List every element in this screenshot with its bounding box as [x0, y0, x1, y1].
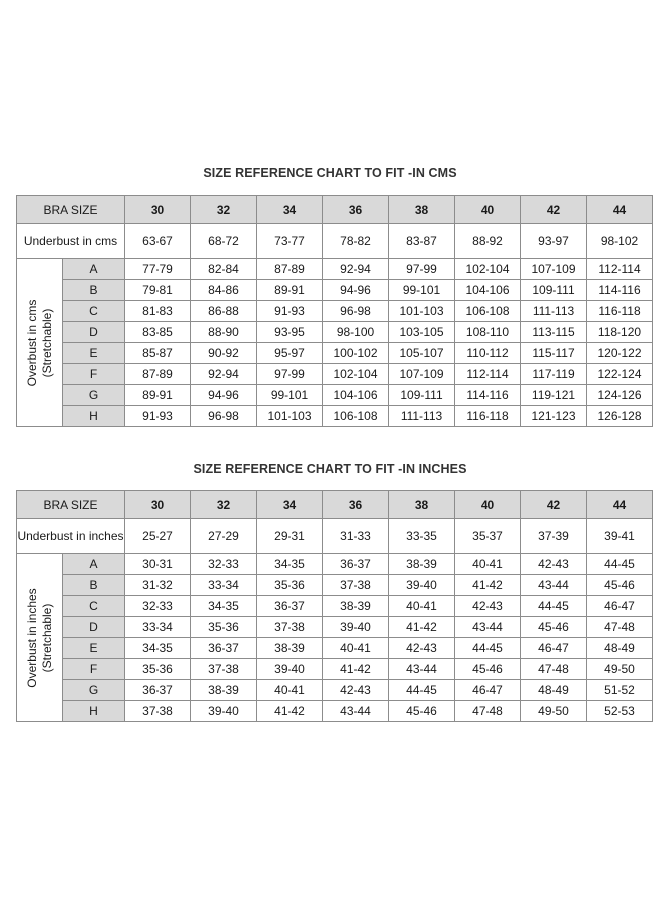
overbust-value: 43-44 — [389, 659, 455, 680]
overbust-row — [17, 301, 653, 322]
cup-size-cell: G — [63, 385, 125, 406]
overbust-value: 42-43 — [455, 596, 521, 617]
cup-size-cell: D — [63, 617, 125, 638]
underbust-value: 78-82 — [323, 224, 389, 259]
size-header: 38 — [389, 491, 455, 519]
overbust-value: 85-87 — [125, 343, 191, 364]
overbust-value: 87-89 — [257, 259, 323, 280]
overbust-value: 102-104 — [323, 364, 389, 385]
overbust-row — [17, 343, 653, 364]
header-row — [17, 196, 653, 224]
overbust-value: 44-45 — [521, 596, 587, 617]
overbust-value: 34-35 — [125, 638, 191, 659]
overbust-value: 120-122 — [587, 343, 653, 364]
overbust-row — [17, 280, 653, 301]
size-header: 42 — [521, 196, 587, 224]
overbust-value: 99-101 — [257, 385, 323, 406]
overbust-value: 44-45 — [389, 680, 455, 701]
overbust-value: 49-50 — [587, 659, 653, 680]
overbust-value: 97-99 — [389, 259, 455, 280]
underbust-row — [17, 519, 653, 554]
overbust-label-line2: (Stretchable) — [39, 603, 54, 672]
overbust-value: 117-119 — [521, 364, 587, 385]
overbust-value: 48-49 — [587, 638, 653, 659]
size-header: 38 — [389, 196, 455, 224]
cup-size-cell: F — [63, 364, 125, 385]
underbust-value: 88-92 — [455, 224, 521, 259]
overbust-value: 35-36 — [191, 617, 257, 638]
overbust-value: 52-53 — [587, 701, 653, 722]
overbust-value: 92-94 — [191, 364, 257, 385]
overbust-value: 112-114 — [455, 364, 521, 385]
overbust-value: 45-46 — [587, 575, 653, 596]
underbust-value: 33-35 — [389, 519, 455, 554]
cup-size-cell: H — [63, 406, 125, 427]
chart-title-inches: SIZE REFERENCE CHART TO FIT -IN INCHES — [193, 462, 467, 476]
overbust-value: 107-109 — [521, 259, 587, 280]
overbust-value: 44-45 — [587, 554, 653, 575]
overbust-value: 41-42 — [455, 575, 521, 596]
underbust-value: 68-72 — [191, 224, 257, 259]
underbust-value: 39-41 — [587, 519, 653, 554]
overbust-value: 37-38 — [125, 701, 191, 722]
overbust-value: 107-109 — [389, 364, 455, 385]
overbust-value: 111-113 — [521, 301, 587, 322]
overbust-value: 45-46 — [455, 659, 521, 680]
overbust-value: 77-79 — [125, 259, 191, 280]
overbust-row — [17, 322, 653, 343]
overbust-value: 46-47 — [521, 638, 587, 659]
size-header: 40 — [455, 491, 521, 519]
underbust-value: 63-67 — [125, 224, 191, 259]
overbust-value: 83-85 — [125, 322, 191, 343]
overbust-value: 101-103 — [257, 406, 323, 427]
underbust-value: 83-87 — [389, 224, 455, 259]
size-header: 32 — [191, 491, 257, 519]
cup-size-cell: E — [63, 638, 125, 659]
overbust-value: 79-81 — [125, 280, 191, 301]
chart-title-cms: SIZE REFERENCE CHART TO FIT -IN CMS — [203, 166, 457, 180]
overbust-value: 92-94 — [323, 259, 389, 280]
overbust-row — [17, 554, 653, 575]
overbust-row — [17, 385, 653, 406]
overbust-value: 104-106 — [455, 280, 521, 301]
overbust-value: 89-91 — [257, 280, 323, 301]
overbust-value: 126-128 — [587, 406, 653, 427]
overbust-value: 46-47 — [587, 596, 653, 617]
overbust-value: 89-91 — [125, 385, 191, 406]
overbust-value: 35-36 — [125, 659, 191, 680]
overbust-value: 86-88 — [191, 301, 257, 322]
cup-size-cell: E — [63, 343, 125, 364]
underbust-value: 29-31 — [257, 519, 323, 554]
overbust-value: 96-98 — [191, 406, 257, 427]
overbust-value: 122-124 — [587, 364, 653, 385]
overbust-value: 47-48 — [587, 617, 653, 638]
overbust-value: 47-48 — [521, 659, 587, 680]
underbust-label: Underbust in cms — [17, 224, 125, 259]
overbust-row — [17, 596, 653, 617]
size-header: 40 — [455, 196, 521, 224]
overbust-value: 102-104 — [455, 259, 521, 280]
overbust-value: 106-108 — [323, 406, 389, 427]
overbust-value: 90-92 — [191, 343, 257, 364]
overbust-row — [17, 575, 653, 596]
overbust-value: 51-52 — [587, 680, 653, 701]
overbust-value: 40-41 — [257, 680, 323, 701]
overbust-value: 105-107 — [389, 343, 455, 364]
overbust-row — [17, 406, 653, 427]
overbust-value: 36-37 — [323, 554, 389, 575]
overbust-value: 42-43 — [521, 554, 587, 575]
overbust-label-cell — [17, 554, 63, 722]
overbust-value: 114-116 — [587, 280, 653, 301]
overbust-value: 82-84 — [191, 259, 257, 280]
overbust-value: 115-117 — [521, 343, 587, 364]
overbust-value: 111-113 — [389, 406, 455, 427]
overbust-value: 43-44 — [323, 701, 389, 722]
cup-size-cell: G — [63, 680, 125, 701]
overbust-value: 46-47 — [455, 680, 521, 701]
overbust-value: 112-114 — [587, 259, 653, 280]
overbust-value: 33-34 — [125, 617, 191, 638]
cup-size-cell: D — [63, 322, 125, 343]
overbust-value: 37-38 — [191, 659, 257, 680]
overbust-value: 40-41 — [323, 638, 389, 659]
overbust-value: 34-35 — [257, 554, 323, 575]
cup-size-cell: B — [63, 280, 125, 301]
overbust-value: 96-98 — [323, 301, 389, 322]
size-header: 34 — [257, 196, 323, 224]
overbust-label-cell — [17, 259, 63, 427]
size-header: 34 — [257, 491, 323, 519]
overbust-value: 36-37 — [125, 680, 191, 701]
overbust-row — [17, 659, 653, 680]
overbust-value: 94-96 — [191, 385, 257, 406]
overbust-value: 100-102 — [323, 343, 389, 364]
underbust-value: 37-39 — [521, 519, 587, 554]
cup-size-cell: C — [63, 596, 125, 617]
overbust-value: 47-48 — [455, 701, 521, 722]
overbust-value: 88-90 — [191, 322, 257, 343]
overbust-value: 36-37 — [191, 638, 257, 659]
overbust-value: 121-123 — [521, 406, 587, 427]
overbust-value: 104-106 — [323, 385, 389, 406]
overbust-value: 94-96 — [323, 280, 389, 301]
cup-size-cell: B — [63, 575, 125, 596]
cup-size-cell: C — [63, 301, 125, 322]
overbust-value: 30-31 — [125, 554, 191, 575]
overbust-value: 81-83 — [125, 301, 191, 322]
overbust-value: 124-126 — [587, 385, 653, 406]
overbust-value: 84-86 — [191, 280, 257, 301]
overbust-value: 32-33 — [125, 596, 191, 617]
size-table-inches — [16, 490, 653, 722]
overbust-value: 41-42 — [323, 659, 389, 680]
overbust-value: 42-43 — [323, 680, 389, 701]
overbust-label-line1: Overbust in inches — [24, 587, 39, 688]
overbust-value: 35-36 — [257, 575, 323, 596]
overbust-value: 39-40 — [257, 659, 323, 680]
bra-size-label: BRA SIZE — [17, 196, 125, 224]
overbust-value: 43-44 — [455, 617, 521, 638]
overbust-row — [17, 259, 653, 280]
overbust-row — [17, 638, 653, 659]
overbust-value: 42-43 — [389, 638, 455, 659]
size-header: 36 — [323, 491, 389, 519]
size-header: 36 — [323, 196, 389, 224]
overbust-value: 39-40 — [389, 575, 455, 596]
overbust-label-line1: Overbust in cms — [24, 299, 39, 386]
overbust-value: 108-110 — [455, 322, 521, 343]
size-header: 44 — [587, 491, 653, 519]
overbust-value: 38-39 — [191, 680, 257, 701]
overbust-value: 34-35 — [191, 596, 257, 617]
overbust-value: 95-97 — [257, 343, 323, 364]
cup-size-cell: F — [63, 659, 125, 680]
overbust-value: 91-93 — [257, 301, 323, 322]
overbust-value: 32-33 — [191, 554, 257, 575]
overbust-value: 93-95 — [257, 322, 323, 343]
overbust-value: 36-37 — [257, 596, 323, 617]
size-table-cms — [16, 195, 653, 427]
overbust-value: 99-101 — [389, 280, 455, 301]
overbust-value: 116-118 — [455, 406, 521, 427]
overbust-row — [17, 680, 653, 701]
overbust-value: 38-39 — [257, 638, 323, 659]
overbust-value: 97-99 — [257, 364, 323, 385]
overbust-value: 33-34 — [191, 575, 257, 596]
overbust-value: 31-32 — [125, 575, 191, 596]
overbust-value: 91-93 — [125, 406, 191, 427]
overbust-value: 87-89 — [125, 364, 191, 385]
underbust-value: 31-33 — [323, 519, 389, 554]
cup-size-cell: A — [63, 554, 125, 575]
underbust-value: 27-29 — [191, 519, 257, 554]
overbust-value: 37-38 — [323, 575, 389, 596]
overbust-value: 38-39 — [389, 554, 455, 575]
overbust-value: 43-44 — [521, 575, 587, 596]
overbust-value: 40-41 — [455, 554, 521, 575]
overbust-value: 37-38 — [257, 617, 323, 638]
size-header: 30 — [125, 491, 191, 519]
bra-size-label: BRA SIZE — [17, 491, 125, 519]
overbust-value: 113-115 — [521, 322, 587, 343]
overbust-value: 45-46 — [521, 617, 587, 638]
overbust-value: 101-103 — [389, 301, 455, 322]
cup-size-cell: H — [63, 701, 125, 722]
overbust-value: 40-41 — [389, 596, 455, 617]
overbust-row — [17, 617, 653, 638]
overbust-value: 116-118 — [587, 301, 653, 322]
size-header: 30 — [125, 196, 191, 224]
overbust-label — [25, 299, 55, 386]
overbust-value: 44-45 — [455, 638, 521, 659]
underbust-label: Underbust in inches — [17, 519, 125, 554]
overbust-value: 106-108 — [455, 301, 521, 322]
underbust-value: 35-37 — [455, 519, 521, 554]
overbust-value: 39-40 — [191, 701, 257, 722]
overbust-label — [25, 588, 55, 687]
overbust-value: 109-111 — [521, 280, 587, 301]
overbust-value: 49-50 — [521, 701, 587, 722]
overbust-value: 45-46 — [389, 701, 455, 722]
underbust-value: 93-97 — [521, 224, 587, 259]
overbust-row — [17, 701, 653, 722]
overbust-row — [17, 364, 653, 385]
overbust-value: 41-42 — [389, 617, 455, 638]
header-row — [17, 491, 653, 519]
cup-size-cell: A — [63, 259, 125, 280]
underbust-row — [17, 224, 653, 259]
overbust-label-line2: (Stretchable) — [39, 308, 54, 377]
overbust-value: 48-49 — [521, 680, 587, 701]
underbust-value: 25-27 — [125, 519, 191, 554]
overbust-value: 39-40 — [323, 617, 389, 638]
size-header: 32 — [191, 196, 257, 224]
size-header: 44 — [587, 196, 653, 224]
overbust-value: 109-111 — [389, 385, 455, 406]
underbust-value: 73-77 — [257, 224, 323, 259]
overbust-value: 114-116 — [455, 385, 521, 406]
overbust-value: 118-120 — [587, 322, 653, 343]
overbust-value: 38-39 — [323, 596, 389, 617]
overbust-value: 98-100 — [323, 322, 389, 343]
overbust-value: 119-121 — [521, 385, 587, 406]
overbust-value: 103-105 — [389, 322, 455, 343]
overbust-value: 110-112 — [455, 343, 521, 364]
underbust-value: 98-102 — [587, 224, 653, 259]
overbust-value: 41-42 — [257, 701, 323, 722]
size-header: 42 — [521, 491, 587, 519]
